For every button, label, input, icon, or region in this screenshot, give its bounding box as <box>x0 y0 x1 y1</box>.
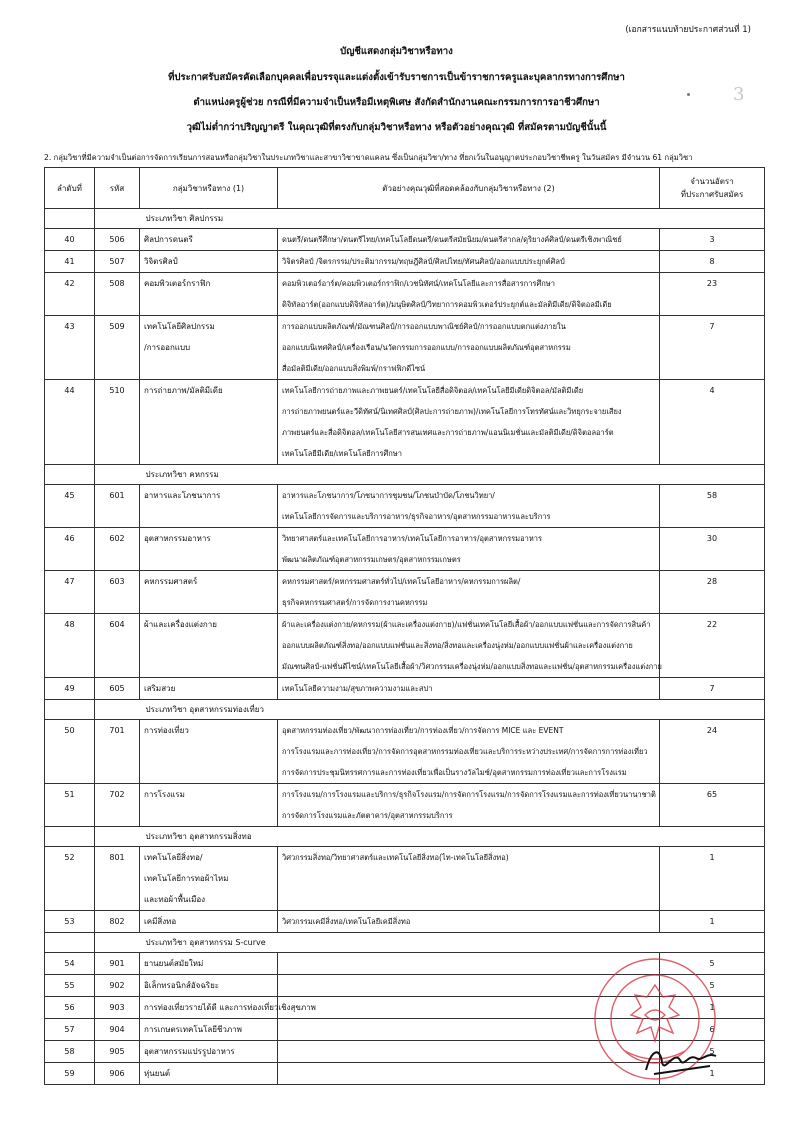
row-count: 30 <box>660 528 765 571</box>
row-number: 40 <box>45 229 95 251</box>
example-line: ดิจิทัลอาร์ต(ออกแบบดิจิทัลอาร์ต)/มนุษิตศิลป์/วิทยาการคอมพิวเตอร์ประยุกต์และมัลติมีเดีย/ดิจิตอลมีเดีย <box>282 300 612 309</box>
group-line: อุตสาหกรรมอาหาร <box>144 534 211 543</box>
group-line: เทคโนโลยีศิลปกรรม <box>144 322 215 331</box>
group-line: หุ่นยนต์ <box>144 1069 171 1078</box>
row-group <box>140 614 278 678</box>
row-count: 24 <box>660 720 765 784</box>
group-line: อุตสาหกรรมแปรรูปอาหาร <box>144 1047 235 1056</box>
example-line: ดนตรี/ดนตรีศึกษา/ดนตรีไทย/เทคโนโลยีดนตรี/ดนตรีสมัยนิยม/ดนตรีสากล/ดุริยางค์ศิลป์/ดนตรีเชิงพาณิชย์ <box>282 235 622 244</box>
row-count: 7 <box>660 316 765 380</box>
category-empty-cell <box>660 933 765 953</box>
row-code: 601 <box>95 485 140 528</box>
row-examples <box>278 911 660 933</box>
row-code: 604 <box>95 614 140 678</box>
row-code: 906 <box>95 1063 140 1085</box>
row-code: 509 <box>95 316 140 380</box>
row-examples <box>278 251 660 273</box>
row-group <box>140 911 278 933</box>
row-examples <box>278 316 660 380</box>
group-line: อิเล็กทรอนิกส์อัจฉริยะ <box>144 981 220 990</box>
group-line: วิจิตรศิลป์ <box>144 257 178 266</box>
row-examples <box>278 678 660 700</box>
example-line: ภาพยนตร์และสื่อดิจิตอล/เทคโนโลยีสารสนเทศและการถ่ายภาพ/แอนนิเมชั่นและมัลติมีเดีย/ดิจิตอลอาร์ต <box>282 428 614 437</box>
title-line-3: ตำแหน่งครูผู้ช่วย กรณีที่มีความจำเป็นหรือมีเหตุพิเศษ สังกัดสำนักงานคณะกรรมการการอาชีวศึกษา <box>193 97 600 108</box>
title-line-2: ที่ประกาศรับสมัครคัดเลือกบุคคลเพื่อบรรจุและแต่งตั้งเข้ารับราชการเป็นข้าราชการครูและบุคลากรทางการศึกษา <box>168 72 625 83</box>
row-group <box>140 975 278 997</box>
example-line: คอมพิวเตอร์อาร์ต/คอมพิวเตอร์กราฟิก/เวชนิทัศน์/เทคโนโลยีและการสื่อสารการศึกษา <box>282 279 555 288</box>
row-number: 55 <box>45 975 95 997</box>
row-group <box>140 847 278 911</box>
example-line: ออกแบบนิเทศศิลป์/เครื่องเรือน/นวัตกรรมการออกแบบ/การออกแบบผลิตภัณฑ์อุตสาหกรรม <box>282 343 571 352</box>
row-count: 4 <box>660 380 765 465</box>
row-group <box>140 273 278 316</box>
subject-group-table <box>44 167 765 1085</box>
row-code: 904 <box>95 1019 140 1041</box>
header-examples: ตัวอย่างคุณวุฒิที่สอดคล้องกับกลุ่มวิชาหรือทาง (2) <box>278 168 660 209</box>
row-number: 48 <box>45 614 95 678</box>
category-row <box>45 465 765 485</box>
header-code: รหัส <box>95 168 140 209</box>
row-count: 58 <box>660 485 765 528</box>
table-row <box>45 251 765 273</box>
row-examples <box>278 485 660 528</box>
group-line: เคมีสิ่งทอ <box>144 917 177 926</box>
category-empty-cell <box>45 700 95 720</box>
example-line: เทคโนโลยีการถ่ายภาพและภาพยนตร์/เทคโนโลยีสื่อดิจิตอล/เทคโนโลยีมีเดียดิจิตอล/มัลติมีเดีย <box>282 386 584 395</box>
example-line: สื่อมัลติมีเดีย/ออกแบบสิ่งพิมพ์/กราฟฟิกดีไซน์ <box>282 364 426 373</box>
table-row <box>45 614 765 678</box>
row-number: 52 <box>45 847 95 911</box>
row-group <box>140 720 278 784</box>
category-empty-cell <box>95 465 140 485</box>
category-empty-cell <box>45 209 95 229</box>
row-count: 5 <box>660 1041 765 1063</box>
group-line: /การออกแบบ <box>144 343 191 352</box>
intro-paragraph: 2. กลุ่มวิชาที่มีความจำเป็นต่อการจัดการเรียนการสอนหรือกลุ่มวิชาในประเภทวิชาและสาขาวิชาขาดแคลน ซึ่งเป็นกลุ่มวิชา/ทาง ที่ยกเว้นในอนุญาตประกอบวิชาชีพครู ในวันสมัคร มีจำนวน 61 กลุ่มวิชา <box>44 153 693 162</box>
example-line: วิจิตรศิลป์ /จิตรกรรม/ประติมากรรม/ทฤษฎีศิลป์/ศิลปไทย/ทัศนศิลป์/ออกแบบประยุกต์ศิลป์ <box>282 257 565 266</box>
row-group <box>140 229 278 251</box>
row-code: 902 <box>95 975 140 997</box>
row-group <box>140 997 316 1019</box>
row-group <box>140 528 278 571</box>
row-number: 46 <box>45 528 95 571</box>
row-number: 47 <box>45 571 95 614</box>
example-line: อุตสาหกรรมท่องเที่ยว/พัฒนาการท่องเที่ยว/การท่องเที่ยว/การจัดการ MICE และ EVENT <box>282 726 564 735</box>
example-line: การจัดการโรงแรมและภัตตาคาร/อุตสาหกรรมบริการ <box>282 811 453 820</box>
row-number: 50 <box>45 720 95 784</box>
group-line: อาหารและโภชนาการ <box>144 491 221 500</box>
table-row <box>45 678 765 700</box>
row-group <box>140 784 278 827</box>
example-line: การออกแบบผลิตภัณฑ์/มัณฑนศิลป์/การออกแบบพาณิชย์ศิลป์/การออกแบบตกแต่งภายใน <box>282 322 566 331</box>
row-group <box>140 485 278 528</box>
row-code: 901 <box>95 953 140 975</box>
category-row <box>45 933 765 953</box>
example-line: การโรงแรม/การโรงแรมและบริการ/ธุรกิจโรงแรม/การจัดการโรงแรม/การจัดการโรงแรมและการท่องเที่ยวนานาชาติ <box>282 790 656 799</box>
row-group <box>140 678 278 700</box>
category-row <box>45 209 765 229</box>
group-line: คอมพิวเตอร์กราฟิก <box>144 279 211 288</box>
example-line: คหกรรมศาสตร์/คหกรรมศาสตร์ทั่วไป/เทคโนโลยีอาหาร/คหกรรมการผลิต/ <box>282 577 521 586</box>
row-code: 801 <box>95 847 140 911</box>
row-count: 7 <box>660 678 765 700</box>
row-number: 41 <box>45 251 95 273</box>
row-group <box>140 571 278 614</box>
row-code: 701 <box>95 720 140 784</box>
signature <box>640 1040 720 1080</box>
row-code: 510 <box>95 380 140 465</box>
row-group <box>140 953 278 975</box>
header-count-line-1: จำนวนอัตรา <box>690 177 734 186</box>
row-code: 605 <box>95 678 140 700</box>
row-count: 1 <box>660 911 765 933</box>
table-row <box>45 720 765 784</box>
example-line: เทคโนโลยีการจัดการและบริการอาหาร/ธุรกิจอาหาร/อุตสาหกรรมอาหารและบริการ <box>282 512 551 521</box>
category-row <box>45 700 765 720</box>
table-row <box>45 485 765 528</box>
table-header-row <box>45 168 765 209</box>
page-number: 3 <box>733 84 745 105</box>
row-number: 42 <box>45 273 95 316</box>
row-count: 28 <box>660 571 765 614</box>
category-empty-cell <box>95 209 140 229</box>
example-line: ผ้าและเครื่องแต่งกาย/คหกรรม(ผ้าและเครื่องแต่งกาย)/แฟชั่นเทคโนโลยีเสื้อผ้า/ออกแบบแฟชั่นและการจัดการสินค้า <box>282 620 651 629</box>
group-line: การเกษตรเทคโนโลยีชีวภาพ <box>144 1025 242 1034</box>
annex-note: (เอกสารแนบท้ายประกาศส่วนที่ 1) <box>625 25 751 35</box>
table-row <box>45 316 765 380</box>
table-row <box>45 847 765 911</box>
row-examples <box>278 380 660 465</box>
row-number: 54 <box>45 953 95 975</box>
row-examples <box>278 784 660 827</box>
row-count: 22 <box>660 614 765 678</box>
category-empty-cell <box>45 465 95 485</box>
example-line: เทคโนโลยีมีเดีย/เทคโนโลยีการศึกษา <box>282 449 402 458</box>
group-line: การท่องเที่ยวรายได้ดี และการท่องเที่ยวเชิงสุขภาพ <box>144 1003 316 1012</box>
example-line: เทคโนโลยีความงาม/สุขภาพความงามและสปา <box>282 684 433 693</box>
row-count: 5 <box>660 975 765 997</box>
category-empty-cell <box>660 827 765 847</box>
category-empty-cell <box>45 933 95 953</box>
row-count: 23 <box>660 273 765 316</box>
group-line: เสริมสวย <box>144 684 176 693</box>
category-label: ประเภทวิชา อุตสาหกรรมสิ่งทอ <box>140 827 660 847</box>
row-number: 44 <box>45 380 95 465</box>
row-number: 43 <box>45 316 95 380</box>
example-line: การโรงแรมและการท่องเที่ยว/การจัดการอุตสาหกรรมท่องเที่ยวและบริการระหว่างประเทศ/การจัดการการท่องเที่ยว <box>282 747 648 756</box>
example-line: วิศวกรรมสิ่งทอ/วิทยาศาสตร์และเทคโนโลยีสิ่งทอ(ไท-เทคโนโลยีสิ่งทอ) <box>282 853 509 862</box>
group-line: การโรงแรม <box>144 790 185 799</box>
row-count: 1 <box>660 997 765 1019</box>
row-code: 602 <box>95 528 140 571</box>
row-examples <box>278 614 660 678</box>
example-line: พัฒนาผลิตภัณฑ์อุตสาหกรรมเกษตร/อุตสาหกรรมเกษตร <box>282 555 461 564</box>
header-no: ลำดับที่ <box>45 168 95 209</box>
row-number: 56 <box>45 997 95 1019</box>
category-empty-cell <box>660 465 765 485</box>
row-count: 1 <box>660 1063 765 1085</box>
row-count: 5 <box>660 953 765 975</box>
category-empty-cell <box>95 827 140 847</box>
example-line: วิศวกรรมเคมีสิ่งทอ/เทคโนโลยีเคมีสิ่งทอ <box>282 917 411 926</box>
row-number: 58 <box>45 1041 95 1063</box>
row-number: 51 <box>45 784 95 827</box>
category-empty-cell <box>45 827 95 847</box>
category-empty-cell <box>95 933 140 953</box>
table-row <box>45 229 765 251</box>
scan-dot <box>687 93 690 96</box>
row-group <box>140 1041 278 1063</box>
row-examples <box>278 229 660 251</box>
row-group <box>140 380 278 465</box>
example-line: มัณฑนศิลป์-แฟชั่นดีไซน์/เทคโนโลยีเสื้อผ้า/วิศวกรรมเครื่องนุ่งห่ม/ออกแบบสิ่งทอและแฟชั่น/อุตสาหกรรมเครื่องแต่งกาย <box>282 662 662 671</box>
table-row <box>45 784 765 827</box>
category-label: ประเภทวิชา คหกรรม <box>140 465 660 485</box>
category-label: ประเภทวิชา ศิลปกรรม <box>140 209 660 229</box>
table-row <box>45 571 765 614</box>
title-line-1: บัญชีแสดงกลุ่มวิชาหรือทาง <box>340 46 453 57</box>
group-line: ยานยนต์สมัยใหม่ <box>144 959 204 968</box>
row-group <box>140 1019 278 1041</box>
example-line: อาหารและโภชนาการ/โภชนาการชุมชน/โภชนบำบัด/โภชนวิทยา/ <box>282 491 495 500</box>
example-line: วิทยาศาสตร์และเทคโนโลยีการอาหาร/เทคโนโลยีการอาหาร/อุตสาหกรรมอาหาร <box>282 534 543 543</box>
row-count: 65 <box>660 784 765 827</box>
table-row <box>45 911 765 933</box>
header-group: กลุ่มวิชาหรือทาง (1) <box>140 168 278 209</box>
group-line: ศิลปการดนตรี <box>144 235 193 244</box>
group-line: และทอผ้าพื้นเมือง <box>144 895 206 904</box>
example-line: การถ่ายภาพยนตร์และวีดิทัศน์/นิเทศศิลป์(ศิลปะการถ่ายภาพ)/เทคโนโลยีการโทรทัศน์และวิทยุกระจายเสียง <box>282 407 622 416</box>
title-line-4: วุฒิไม่ต่ำกว่าปริญญาตรี ในคุณวุฒิที่ตรงกับกลุ่มวิชาหรือทาง หรือตัวอย่างคุณวุฒิ ที่สมัครตามบัญชีนั้นนี้ <box>186 122 607 133</box>
row-number: 45 <box>45 485 95 528</box>
table-row <box>45 273 765 316</box>
table-row <box>45 380 765 465</box>
row-examples <box>278 571 660 614</box>
category-empty-cell <box>95 700 140 720</box>
row-examples <box>278 528 660 571</box>
group-line: เทคโนโลยีสิ่งทอ/ <box>144 853 203 862</box>
header-count <box>660 168 765 209</box>
row-group <box>140 1063 278 1085</box>
group-line: การถ่ายภาพ/มัลติมีเดีย <box>144 386 223 395</box>
row-examples <box>278 847 660 911</box>
example-line: การจัดการประชุมนิทรรศการและการท่องเที่ยวเพื่อเป็นรางวัลไมซ์/อุตสาหกรรมการท่องเที่ยวและการโรงแรม <box>282 768 627 777</box>
row-number: 53 <box>45 911 95 933</box>
row-number: 59 <box>45 1063 95 1085</box>
row-code: 905 <box>95 1041 140 1063</box>
group-line: ผ้าและเครื่องแต่งกาย <box>144 620 217 629</box>
row-number: 49 <box>45 678 95 700</box>
row-code: 802 <box>95 911 140 933</box>
row-examples <box>278 720 660 784</box>
row-count: 3 <box>660 229 765 251</box>
category-row <box>45 827 765 847</box>
row-code: 506 <box>95 229 140 251</box>
row-count: 1 <box>660 847 765 911</box>
row-group <box>140 251 278 273</box>
row-group <box>140 316 278 380</box>
row-count: 8 <box>660 251 765 273</box>
row-code: 903 <box>95 997 140 1019</box>
row-code: 603 <box>95 571 140 614</box>
header-count-line-2: ที่ประกาศรับสมัคร <box>680 190 744 199</box>
table-row <box>45 528 765 571</box>
row-code: 702 <box>95 784 140 827</box>
row-number: 57 <box>45 1019 95 1041</box>
row-code: 508 <box>95 273 140 316</box>
row-examples <box>278 273 660 316</box>
example-line: ธุรกิจคหกรรมศาสตร์/การจัดการงานคหกรรม <box>282 598 428 607</box>
group-line: เทคโนโลยีการทอผ้าไหม <box>144 874 229 883</box>
example-line: ออกแบบผลิตภัณฑ์สิ่งทอ/ออกแบบแฟชั่นและสิ่งทอ/สิ่งทอและเครื่องนุ่งห่ม/ออกแบบแฟชั่นผ้าและเครื่องแต่งกาย <box>282 641 633 650</box>
group-line: การท่องเที่ยว <box>144 726 189 735</box>
category-label: ประเภทวิชา อุตสาหกรรมท่องเที่ยว <box>140 700 660 720</box>
table-body <box>45 209 765 1085</box>
row-count: 6 <box>660 1019 765 1041</box>
row-code: 507 <box>95 251 140 273</box>
category-label: ประเภทวิชา อุตสาหกรรม S-curve <box>140 933 660 953</box>
group-line: คหกรรมศาสตร์ <box>144 577 198 586</box>
category-empty-cell <box>660 209 765 229</box>
category-empty-cell <box>660 700 765 720</box>
